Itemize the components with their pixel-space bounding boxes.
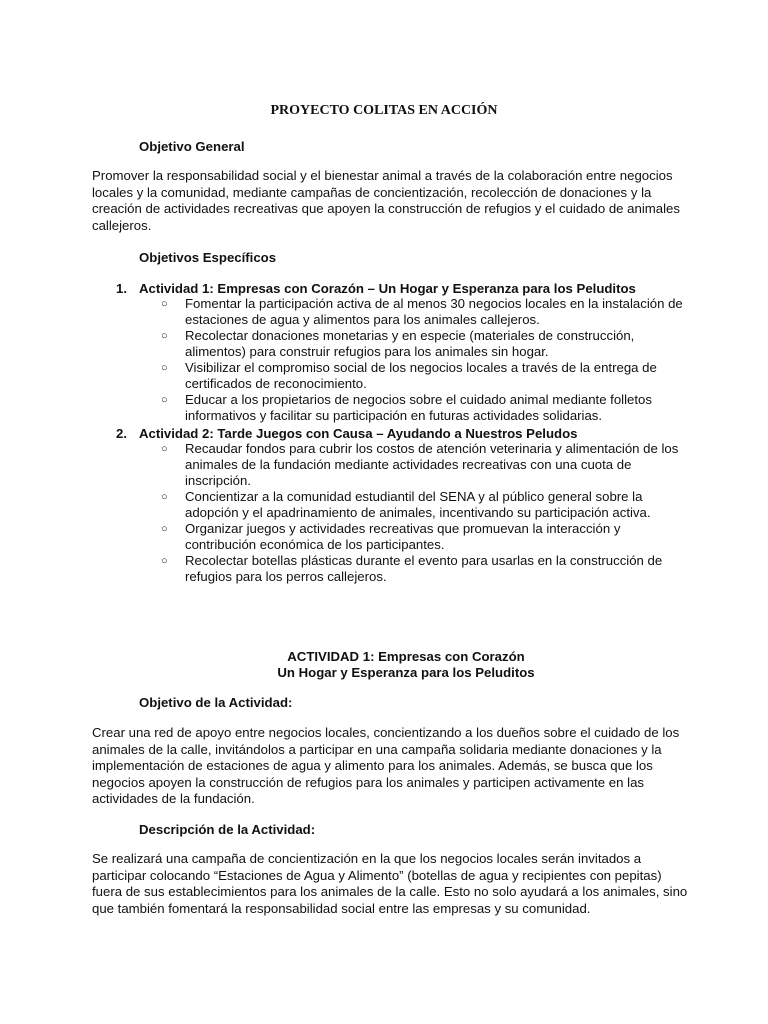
bullet-icon: ○ [161,362,168,374]
general-objective-text: Promover la responsabilidad social y el bienestar animal a través de la colaboración entre negocios locales y la comunidad, mediante campañas de concientización, recolección de donaciones y la creación de actividades recreativas que apoyen la construcción de refugios y el cuidado de animales callejeros. [92,168,680,233]
activity-description-text: Se realizará una campaña de concientización en la que los negocios locales serán invitados a participar colocando “Estaciones de Agua y Alimento” (botellas de agua y recipientes con pepitas) fuera de sus establecimientos para los animales de la calle. Esto no solo ayudará a los animales, sino que también fomentará la responsabilidad social entre las empresas y su comunidad. [92,851,688,916]
bullet-icon: ○ [161,523,168,535]
bullet-icon: ○ [161,491,168,503]
list-item: Concientizar a la comunidad estudiantil del SENA y al público general sobre la adopción y el apadrinamiento de animales, incentivando su participación activa. [185,489,651,520]
document-title: PROYECTO COLITAS EN ACCIÓN [270,103,498,118]
activity-1-title: ACTIVIDAD 1: Empresas con Corazón [287,649,525,664]
activity-description-heading: Descripción de la Actividad: [139,822,316,837]
activity-2-objective-title: Actividad 2: Tarde Juegos con Causa – Ayudando a Nuestros Peludos [139,426,578,441]
bullet-icon: ○ [161,330,168,342]
list-item: Educar a los propietarios de negocios sobre el cuidado animal mediante folletos informativos y facilitar su participación en futuras actividades solidarias. [185,392,652,423]
activity-1-subtitle: Un Hogar y Esperanza para los Peluditos [277,665,535,680]
activity-objective-heading: Objetivo de la Actividad: [139,695,293,710]
activity-objective-text: Crear una red de apoyo entre negocios locales, concientizando a los dueños sobre el cuidado de los animales de la calle, invitándolos a participar en una campaña solidaria mediante donaciones y la implementación de estaciones de agua y alimento para los animales. Además, se busca que los negocios apoyen la construcción de refugios para los animales y participen activamente en las actividades de la fundación. [92,725,680,807]
general-objective-heading: Objetivo General [139,139,245,154]
list-item: Recolectar botellas plásticas durante el evento para usarlas en la construcción de refugios para los perros callejeros. [185,553,663,584]
list-item: Recaudar fondos para cubrir los costos de atención veterinaria y alimentación de los animales de la fundación mediante actividades recreativas con una cuota de inscripción. [185,441,679,488]
bullet-icon: ○ [161,443,168,455]
bullet-icon: ○ [161,298,168,310]
activity-1-objective-title: Actividad 1: Empresas con Corazón – Un Hogar y Esperanza para los Peluditos [139,281,636,296]
list-item: Organizar juegos y actividades recreativas que promuevan la interacción y contribución económica de los participantes. [185,521,621,552]
bullet-icon: ○ [161,394,168,406]
list-item: Fomentar la participación activa de al menos 30 negocios locales en la instalación de estaciones de agua y alimentos para los animales callejeros. [185,296,683,327]
list-number: 1. [116,281,127,296]
bullet-icon: ○ [161,555,168,567]
list-number: 2. [116,426,127,441]
list-item: Recolectar donaciones monetarias y en especie (materiales de construcción, alimentos) para construir refugios para los animales sin hogar. [185,328,635,359]
specific-objectives-heading: Objetivos Específicos [139,250,277,265]
list-item: Visibilizar el compromiso social de los negocios locales a través de la entrega de certificados de reconocimiento. [185,360,657,391]
